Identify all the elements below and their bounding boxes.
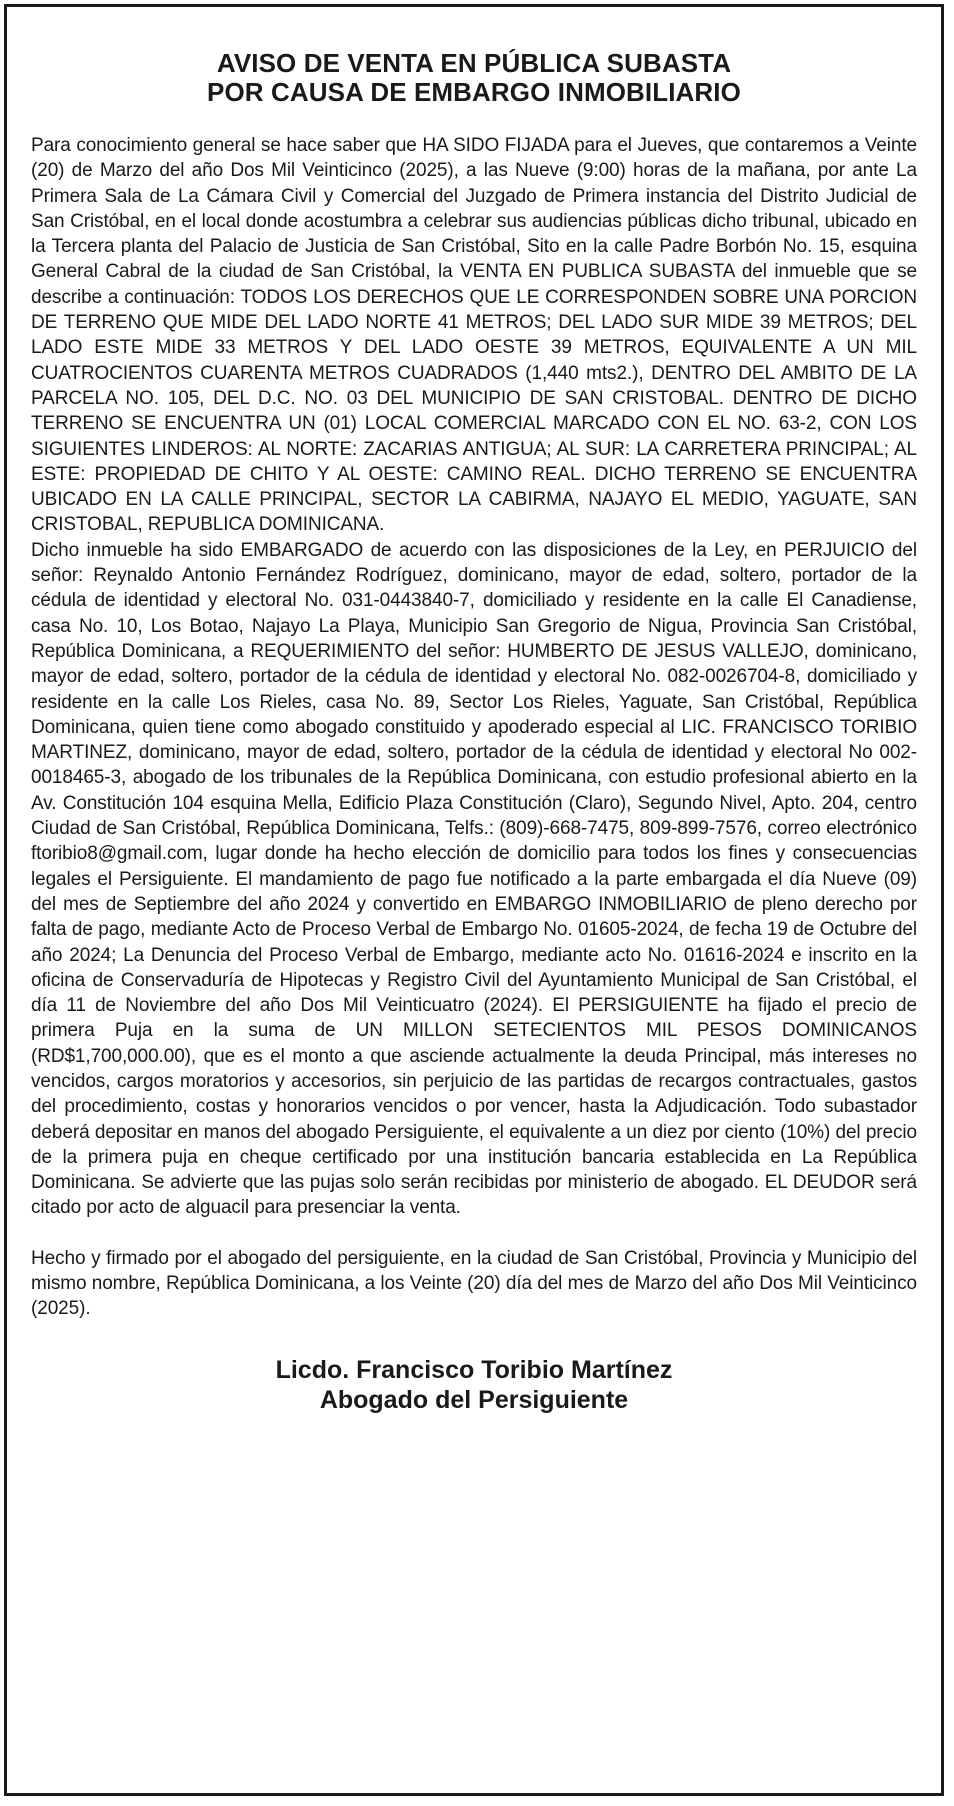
signature-name: Licdo. Francisco Toribio Martínez — [275, 1355, 673, 1384]
notice-paragraph-signing-statement: Hecho y firmado por el abogado del persiguiente, en la ciudad de San Cristóbal, Provincia y Municipio del mismo nombre, República Dominicana, a los Veinte (20) día del mes de Marzo del año Dos Mil Veinticinco (2025). — [31, 1247, 917, 1320]
notice-content — [31, 49, 917, 1415]
signature-block — [31, 1355, 917, 1415]
notice-paragraph-embargo-details: Dicho inmueble ha sido EMBARGADO de acuerdo con las disposiciones de la Ley, en PERJUICIO del señor: Reynaldo Antonio Fernández Rodríguez, dominicano, mayor de edad, soltero, portador de la cédula de identidad y electoral No. 031-0443840-7, domiciliado y residente en la calle El Canadiense, casa No. 10, Los Botao, Najayo La Playa, Municipio San Gregorio de Nigua, Provincia San Cristóbal, República Dominicana, a REQUERIMIENTO del señor: HUMBERTO DE JESUS VALLEJO, dominicano, mayor de edad, soltero, portador de la cédula de identidad y electoral No. 082-0026704-8, domiciliado y residente en la calle Los Rieles, casa No. 89, Sector Los Rieles, Yaguate, San Cristóbal, República Dominicana, quien tiene como abogado constituido y apoderado especial al LIC. FRANCISCO TORIBIO MARTINEZ, dominicano, mayor de edad, soltero, portador de la cédula de identidad y electoral No 002-0018465-3, abogado de los tribunales de la República Dominicana, con estudio profesional abierto en la Av. Constitución 104 esquina Mella, Edificio Plaza Constitución (Claro), Segundo Nivel, Apto. 204, centro Ciudad de San Cristóbal, República Dominicana, Telfs.: (809)-668-7475, 809-899-7576, correo electrónico ftoribio8@gmail.com, lugar donde ha hecho elección de domicilio para todos los fines y consecuencias legales el Persiguiente. El mandamiento de pago fue notificado a la parte embargada el día Nueve (09) del mes de Septiembre del año 2024 y convertido en EMBARGO INMOBILIARIO de pleno derecho por falta de pago, mediante Acto de Proceso Verbal de Embargo No. 01605-2024, de fecha 19 de Octubre del año 2024; La Denuncia del Proceso Verbal de Embargo, mediante acto No. 01616-2024 e inscrito en la oficina de Conservaduría de Hipotecas y Registro Civil del Ayuntamiento Municipal de San Cristóbal, el día 11 de Noviembre del año Dos Mil Veinticuatro (2024). El PERSIGUIENTE ha fijado el precio de primera Puja en la suma de UN MILLON SETECIENTOS MIL PESOS DOMINICANOS (RD$1,700,000.00), que es el monto a que asciende actualmente la deuda Principal, más intereses no vencidos, cargos moratorios y accesorios, sin perjuicio de las partidas de recargos contractuales, gastos del procedimiento, costas y honorarios vencidos o por vencer, hasta la Adjudicación. Todo subastador deberá depositar en manos del abogado Persiguiente, el equivalente a un diez por ciento (10%) del precio de la primera puja en cheque certificado por una institución bancaria establecida en La República Dominicana. Se advierte que las pujas solo serán recibidas por ministerio de abogado. EL DEUDOR será citado por acto de alguacil para presenciar la venta. — [31, 539, 917, 1219]
signature-role: Abogado del Persiguiente — [319, 1385, 629, 1414]
notice-title — [31, 49, 917, 107]
notice-title-line-2: POR CAUSA DE EMBARGO INMOBILIARIO — [207, 77, 741, 107]
notice-border-frame — [4, 4, 944, 1796]
notice-paragraph-auction-details: Para conocimiento general se hace saber que HA SIDO FIJADA para el Jueves, que contaremos a Veinte (20) de Marzo del año Dos Mil Veinticinco (2025), a las Nueve (9:00) horas de la mañana, por ante La Primera Sala de La Cámara Civil y Comercial del Juzgado de Primera instancia del Distrito Judicial de San Cristóbal, en el local donde acostumbra a celebrar sus audiencias públicas dicho tribunal, ubicado en la Tercera planta del Palacio de Justicia de San Cristóbal, Sito en la calle Padre Borbón No. 15, esquina General Cabral de la ciudad de San Cristóbal, la VENTA EN PUBLICA SUBASTA del inmueble que se describe a continuación: TODOS LOS DERECHOS QUE LE CORRESPONDEN SOBRE UNA PORCION DE TERRENO QUE MIDE DEL LADO NORTE 41 METROS; DEL LADO SUR MIDE 39 METROS; DEL LADO ESTE MIDE 33 METROS Y DEL LADO OESTE 39 METROS, EQUIVALENTE A UN MIL CUATROCIENTOS CUARENTA METROS CUADRADOS (1,440 mts2.), DENTRO DEL AMBITO DE LA PARCELA NO. 105, DEL D.C. NO. 03 DEL MUNICIPIO DE SAN CRISTOBAL. DENTRO DE DICHO TERRENO SE ENCUENTRA UN (01) LOCAL COMERCIAL MARCADO CON EL NO. 63-2, CON LOS SIGUIENTES LINDEROS: AL NORTE: ZACARIAS ANTIGUA; AL SUR: LA CARRETERA PRINCIPAL; AL ESTE: PROPIEDAD DE CHITO Y AL OESTE: CAMINO REAL. DICHO TERRENO SE ENCUENTRA UBICADO EN LA CALLE PRINCIPAL, SECTOR LA CABIRMA, NAJAYO EL MEDIO, YAGUATE, SAN CRISTOBAL, REPUBLICA DOMINICANA. — [31, 135, 917, 536]
notice-title-line-1: AVISO DE VENTA EN PÚBLICA SUBASTA — [216, 48, 732, 78]
paragraph-spacer — [31, 1221, 917, 1246]
